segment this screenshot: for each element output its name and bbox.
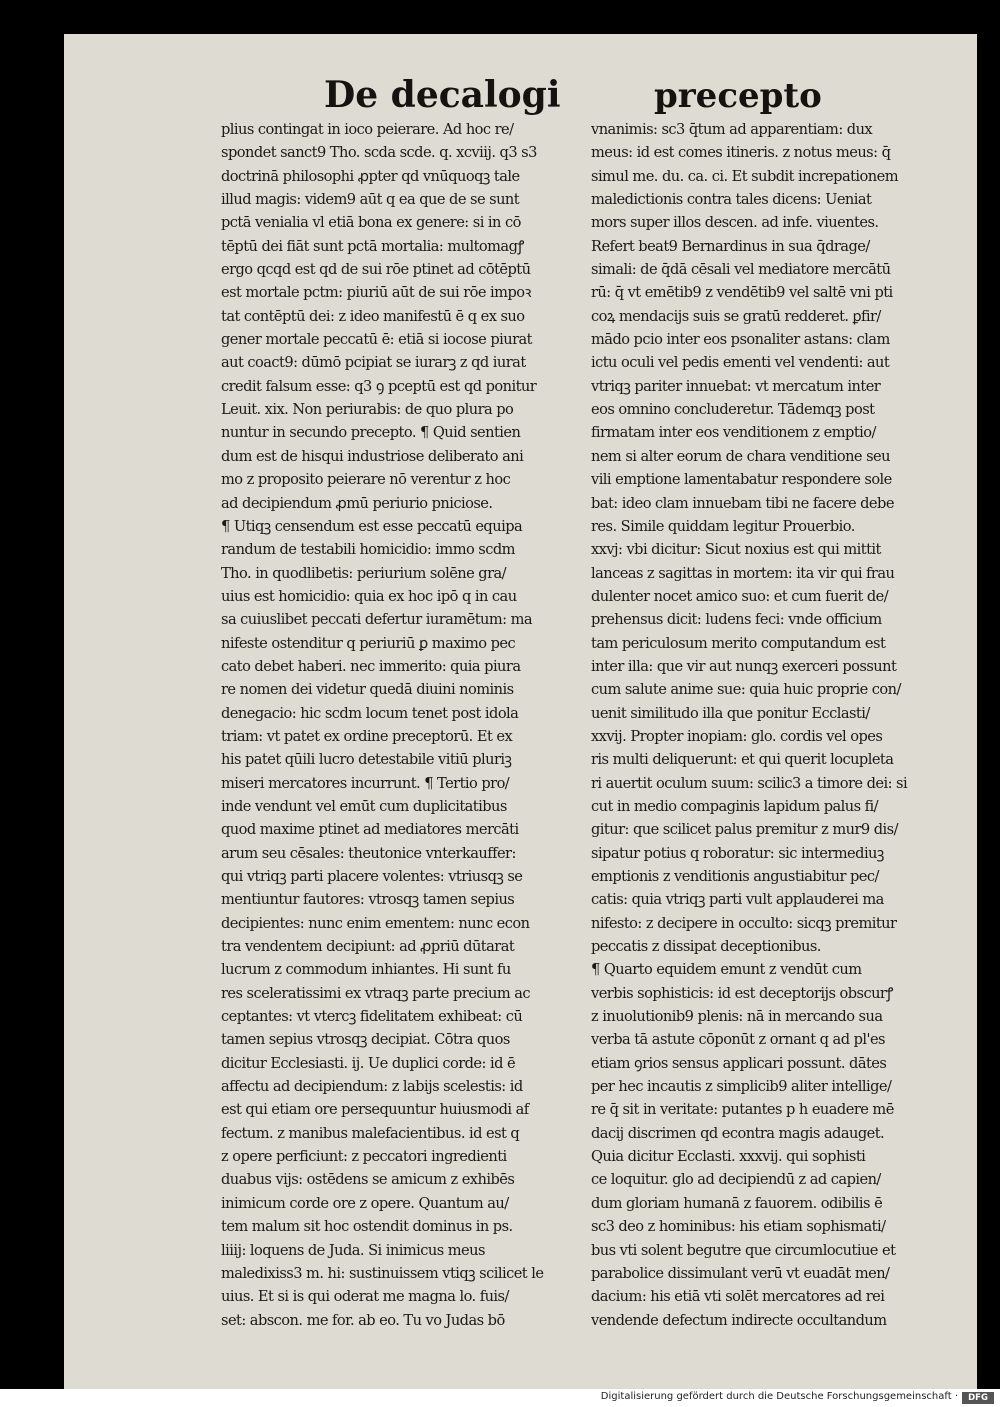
text-line: est mortale pctm: piuriū aūt de sui rōe impoꝛ <box>221 284 531 302</box>
text-line: credit falsum esse: q3 ꝯ pceptū est qd ponitur <box>221 377 537 395</box>
text-line: z inuolutionib9 plenis: nā in mercando sua <box>591 1008 883 1026</box>
text-line: parabolice dissimulant verū vt euadāt men/ <box>591 1264 890 1282</box>
text-line: inimicum corde ore z opere. Quantum au/ <box>221 1194 509 1212</box>
text-line: tat contēptū dei: z ideo manifestū ē q ex suo <box>221 307 525 325</box>
text-line: res sceleratissimi ex vtraqꝫ parte precium ac <box>221 984 531 1002</box>
text-line: ris multi deliquerunt: et qui querit locupleta <box>591 751 894 769</box>
text-line: re nomen dei videtur quedā diuini nominis <box>221 681 514 699</box>
right-column <box>591 118 951 1332</box>
text-line: ad decipiendum ꝓmū periurio pniciose. <box>221 494 493 512</box>
text-line: arum seu cēsales: theutonice vnterkauffer: <box>221 844 516 862</box>
text-line: xxvij. Propter inopiam: glo. cordis vel opes <box>591 727 883 745</box>
text-line: etiam ꝯrios sensus applicari possunt. dātes <box>591 1054 887 1072</box>
text-line: firmatam inter eos venditionem z emptio/ <box>591 424 876 442</box>
text-line: ce loquitur. glo ad decipiendū z ad capien/ <box>591 1171 881 1189</box>
text-line: doctrinā philosophi ꝓpter qd vnūquoqꝫ tale <box>221 167 520 185</box>
text-line: dum gloriam humanā z fauorem. odibilis ē <box>591 1194 883 1212</box>
book-page <box>64 34 977 1389</box>
text-line: rū: q̄ vt emētib9 z vendētib9 vel saltē vni pti <box>591 284 893 302</box>
text-line: nuntur in secundo precepto. ¶ Quid sentien <box>221 424 521 442</box>
text-line: Leuit. xix. Non periurabis: de quo plura po <box>221 401 514 419</box>
text-line: bat: ideo clam innuebam tibi ne facere debe <box>591 494 894 512</box>
text-line: tem malum sit hoc ostendit dominus in ps. <box>221 1218 513 1236</box>
text-line: maledixiss3 m. hi: sustinuissem vtiqꝫ scilicet le <box>221 1264 544 1282</box>
funding-credit: Digitalisierung gefördert durch die Deutsche Forschungsgemeinschaft · <box>600 1391 958 1402</box>
text-line: verbis sophisticis: id est deceptorijs obscurꝭ <box>591 984 893 1002</box>
text-line: est qui etiam ore persequuntur huiusmodi af <box>221 1101 529 1119</box>
text-line: vtriqꝫ pariter innuebat: vt mercatum inter <box>591 377 881 395</box>
text-line: cato debet haberi. nec immerito: quia piura <box>221 657 521 675</box>
text-line: xxvj: vbi dicitur: Sicut noxius est qui mittit <box>591 541 881 559</box>
text-line: simali: de q̄dā cēsali vel mediatore mercātū <box>591 261 891 279</box>
text-line: affectu ad decipiendum: z labijs scelestis: id <box>221 1078 523 1096</box>
text-line: bus vti solent begutre que circumlocutiue et <box>591 1241 896 1259</box>
text-line: re q̄ sit in veritate: putantes p h euadere mē <box>591 1101 894 1119</box>
text-line: vendende defectum indirecte occultandum <box>591 1311 887 1329</box>
text-line: randum de testabili homicidio: immo scdm <box>221 541 515 559</box>
text-line: inter illa: que vir aut nunqꝫ exerceri possunt <box>591 657 897 675</box>
text-line: decipientes: nunc enim ementem: nunc econ <box>221 914 530 932</box>
text-line: cum salute anime sue: quia huic proprie con/ <box>591 681 901 699</box>
text-line: sa cuiuslibet peccati defertur iuramētum: ma <box>221 611 533 629</box>
text-line: dulenter nocet amico suo: et cum fuerit de/ <box>591 587 889 605</box>
text-line: Tho. in quodlibetis: periurium solēne gra/ <box>221 564 507 582</box>
text-line: uenit similitudo illa que ponitur Ecclasti/ <box>591 704 870 722</box>
text-line: coꝝ mendacijs suis se gratū redderet. ꝑfir/ <box>591 307 881 325</box>
text-line: mors super illos descen. ad infe. viuentes. <box>591 214 879 232</box>
text-line: plius contingat in ioco peierare. Ad hoc re/ <box>221 121 514 138</box>
text-line: vnanimis: sc3 q̄tum ad apparentiam: dux <box>591 121 873 138</box>
text-line: spondet sanct9 Tho. scda scde. q. xcviij. q3 s3 <box>221 144 537 162</box>
text-line: fectum. z manibus malefacientibus. id est q <box>221 1124 520 1142</box>
text-line: lanceas z sagittas in mortem: ita vir qui frau <box>591 564 895 582</box>
footer-bar <box>0 1389 1000 1407</box>
text-line: z opere perficiunt: z peccatori ingredienti <box>221 1148 507 1166</box>
text-line: simul me. du. ca. ci. Et subdit increpationem <box>591 167 898 185</box>
text-line: verba tā astute cōponūt z ornant q ad pl'es <box>591 1031 885 1049</box>
text-line: uius est homicidio: quia ex hoc ipō q in cau <box>221 587 517 605</box>
left-column <box>221 118 581 1332</box>
text-line: gener mortale peccatū ē: etiā si iocose piurat <box>221 331 532 349</box>
text-line: Refert beat9 Bernardinus in sua q̄drage/ <box>591 237 870 255</box>
text-line: ergo qcqd est qd de sui rōe ptinet ad cōtēptū <box>221 261 531 279</box>
text-line: sipatur potius q roboratur: sic intermediuꝫ <box>591 844 884 862</box>
text-line: catis: quia vtriqꝫ parti vult applauderei ma <box>591 891 884 909</box>
text-line: mādo pcio inter eos psonaliter astans: clam <box>591 331 890 349</box>
text-line: dum est de hisqui industriose deliberato ani <box>221 447 524 465</box>
text-line: per hec incautis z simplicib9 aliter intellige/ <box>591 1078 892 1096</box>
text-line: ri auertit oculum suum: scilic3 a timore dei: si <box>591 774 908 792</box>
text-line: duabus vijs: ostēdens se amicum z exhibēs <box>221 1171 515 1189</box>
text-line: miseri mercatores incurrunt. ¶ Tertio pro/ <box>221 774 510 792</box>
text-line: triam: vt patet ex ordine preceptorū. Et ex <box>221 727 513 745</box>
text-line: maledictionis contra tales dicens: Ueniat <box>591 191 872 209</box>
text-line: Quia dicitur Ecclasti. xxxvij. qui sophisti <box>591 1148 866 1166</box>
text-line: inde vendunt vel emūt cum duplicitatibus <box>221 797 507 815</box>
text-line: dicitur Ecclesiasti. ij. Ue duplici corde: id ē <box>221 1054 516 1072</box>
text-line: sc3 deo z hominibus: his etiam sophismati/ <box>591 1218 886 1236</box>
text-line: mo z proposito peierare nō verentur z hoc <box>221 471 511 489</box>
text-line: tamen sepius vtrosqꝫ decipiat. Cōtra quos <box>221 1031 510 1049</box>
running-header <box>64 74 977 124</box>
text-line: emptionis z venditionis angustiabitur pec/ <box>591 868 879 885</box>
text-line: gitur: que scilicet palus premitur z mur9 dis/ <box>591 821 898 839</box>
text-line: ¶ Quarto equidem emunt z vendūt cum <box>591 961 862 979</box>
text-line: res. Simile quiddam legitur Prouerbio. <box>591 517 855 535</box>
text-line: tra vendentem decipiunt: ad ꝓpriū dūtarat <box>221 938 515 956</box>
text-line: his patet qūili lucro detestabile vitiū pluriꝫ <box>221 751 512 769</box>
header-right: precepto <box>654 76 822 116</box>
text-line: qui vtriqꝫ parti placere volentes: vtriusqꝫ se <box>221 868 523 885</box>
text-line: ¶ Utiqꝫ censendum est esse peccatū equipa <box>221 517 523 535</box>
text-line: dacij discrimen qd econtra magis adauget. <box>591 1124 885 1142</box>
text-line: lucrum z commodum inhiantes. Hi sunt fu <box>221 961 511 979</box>
text-line: meus: id est comes itineris. z notus meus: q̄ <box>591 144 891 162</box>
text-line: nem si alter eorum de chara venditione seu <box>591 447 890 465</box>
text-line: uius. Et si is qui oderat me magna lo. fuis/ <box>221 1288 509 1306</box>
text-line: pctā venialia vl etiā bona ex genere: si in cō <box>221 214 521 232</box>
text-line: set: abscon. me for. ab eo. Tu vo Judas bō <box>221 1311 505 1329</box>
dfg-logo: DFG <box>962 1392 994 1404</box>
text-line: tēptū dei fiāt sunt pctā mortalia: multomagꝭ <box>221 237 524 255</box>
text-line: aut coact9: dūmō pcipiat se iurarꝫ z qd iurat <box>221 354 526 372</box>
text-line: cut in medio compaginis lapidum palus fi/ <box>591 797 879 815</box>
text-line: nifeste ostenditur q periuriū ꝑ maximo pec <box>221 634 516 652</box>
text-line: eos omnino concluderetur. Tādemqꝫ post <box>591 401 875 419</box>
text-line: liiij: loquens de Juda. Si inimicus meus <box>221 1241 485 1259</box>
header-left: De decalogi <box>324 74 561 116</box>
text-line: tam periculosum merito computandum est <box>591 634 886 652</box>
text-line: mentiuntur fautores: vtrosqꝫ tamen sepius <box>221 891 515 909</box>
text-line: nifesto: z decipere in occulto: sicqꝫ premitur <box>591 914 897 932</box>
text-line: denegacio: hic scdm locum tenet post idola <box>221 704 519 722</box>
text-line: ictu oculi vel pedis ementi vel vendenti: aut <box>591 354 890 372</box>
text-line: ceptantes: vt vtercꝫ fidelitatem exhibeat: cū <box>221 1008 523 1026</box>
text-line: dacium: his etiā vti solēt mercatores ad rei <box>591 1288 885 1306</box>
text-line: prehensus dicit: ludens feci: vnde officium <box>591 611 882 629</box>
text-line: peccatis z dissipat deceptionibus. <box>591 938 821 956</box>
text-line: quod maxime ptinet ad mediatores mercāti <box>221 821 519 839</box>
text-line: vili emptione lamentabatur respondere sole <box>591 471 892 489</box>
text-line: illud magis: videm9 aūt q ea que de se sunt <box>221 191 520 209</box>
